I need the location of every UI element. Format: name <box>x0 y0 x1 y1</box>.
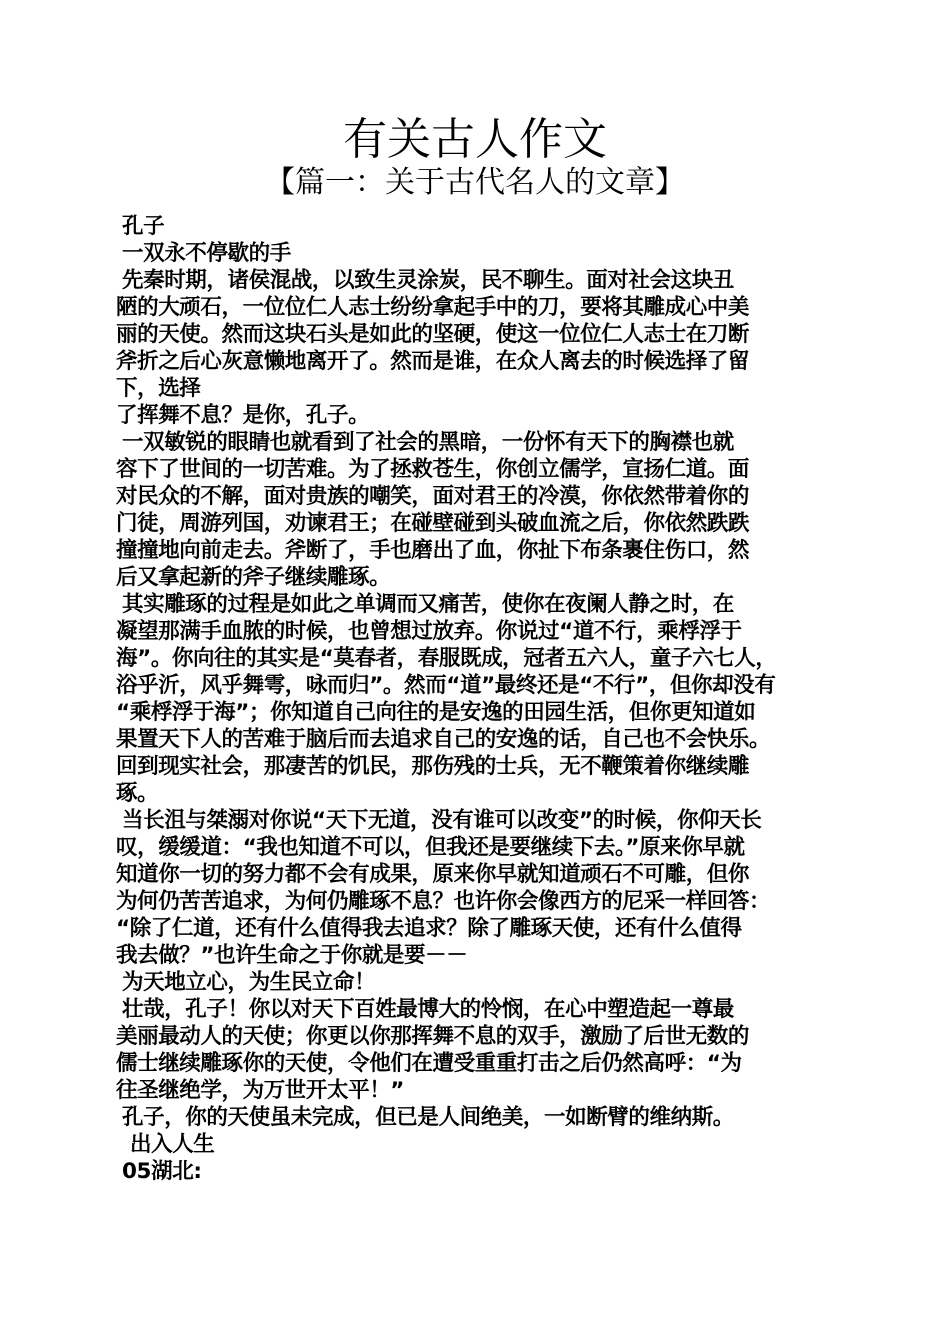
body-line: 为何仍苦苦追求，为何仍雕琢不息？也许你会像西方的尼采一样回答： <box>116 889 771 914</box>
body-line: 为天地立心，为生民立命！ <box>122 970 376 995</box>
document-subtitle: 【篇一：关于古代名人的文章】 <box>265 165 685 200</box>
body-line: 撞撞地向前走去。斧断了，手也磨出了血，你扯下布条裹住伤口，然 <box>116 538 750 563</box>
body-line: 一双永不停歇的手 <box>122 241 291 266</box>
body-line: 出入人生 <box>130 1132 215 1157</box>
body-line: 斧折之后心灰意懒地离开了。然而是谁，在众人离去的时候选择了留 <box>116 349 750 374</box>
body-line: 儒士继续雕琢你的天使，令他们在遭受重重打击之后仍然高呼：“为 <box>116 1051 742 1076</box>
document-body <box>116 213 846 1185</box>
document-title: 有关古人作文 <box>343 114 607 165</box>
body-line: 一双敏锐的眼睛也就看到了社会的黑暗，一份怀有天下的胸襟也就 <box>122 430 734 455</box>
body-line: 其实雕琢的过程是如此之单调而又痛苦，使你在夜阑人静之时，在 <box>122 592 734 617</box>
body-line: 知道你一切的努力都不会有成果，原来你早就知道顽石不可雕，但你 <box>116 862 750 887</box>
body-line: 壮哉，孔子！你以对天下百姓最博大的怜悯，在心中塑造起一尊最 <box>122 997 734 1022</box>
body-line: 我去做？”也许生命之于你就是要－－ <box>116 943 468 968</box>
body-line: 果置天下人的苦难于脑后而去追求自己的安逸的话，自己也不会快乐。 <box>116 727 771 752</box>
body-line: 美丽最动人的天使；你更以你那挥舞不息的双手，激励了后世无数的 <box>116 1024 750 1049</box>
body-line: 容下了世间的一切苦难。为了拯救苍生，你创立儒学，宣扬仁道。面 <box>116 457 750 482</box>
body-line: 凝望那满手血脓的时候，也曾想过放弃。你说过“道不行，乘桴浮于 <box>116 619 742 644</box>
body-line: 下，选择 <box>116 376 201 401</box>
body-line: 当长沮与桀溺对你说“天下无道，没有谁可以改变”的时候，你仰天长 <box>122 808 762 833</box>
body-line: 回到现实社会，那凄苦的饥民，那伤残的士兵，无不鞭策着你继续雕 <box>116 754 750 779</box>
body-line: 先秦时期，诸侯混战，以致生灵涂炭，民不聊生。面对社会这块丑 <box>122 268 734 293</box>
body-line: 05湖北: <box>122 1159 202 1184</box>
body-line: 海”。你向往的其实是“莫春者，春服既成，冠者五六人，童子六七人， <box>116 646 777 671</box>
body-line: 陋的大顽石，一位位仁人志士纷纷拿起手中的刀，要将其雕成心中美 <box>116 295 750 320</box>
body-line: 门徒，周游列国，劝谏君王；在碰壁碰到头破血流之后，你依然跌跌 <box>116 511 750 536</box>
body-line: 后又拿起新的斧子继续雕琢。 <box>116 565 391 590</box>
body-line: 孔子，你的天使虽未完成，但已是人间绝美，一如断臂的维纳斯。 <box>122 1105 734 1130</box>
body-line: 丽的天使。然而这块石头是如此的坚硬，使这一位位仁人志士在刀断 <box>116 322 750 347</box>
body-line: 对民众的不解，面对贵族的嘲笑，面对君王的冷漠，你依然带着你的 <box>116 484 750 509</box>
body-line: 了挥舞不息？是你，孔子。 <box>116 403 370 428</box>
body-line: 浴乎沂，风乎舞雩，咏而归”。然而“道”最终还是“不行”，但你却没有 <box>116 673 776 698</box>
body-line: 琢。 <box>116 781 159 806</box>
body-line: “乘桴浮于海”；你知道自己向往的是安逸的田园生活，但你更知道如 <box>116 700 756 725</box>
body-line: 往圣继绝学，为万世开太平！” <box>116 1078 405 1103</box>
body-line: “除了仁道，还有什么值得我去追求？除了雕琢天使，还有什么值得 <box>116 916 742 941</box>
body-line: 孔子 <box>122 214 165 239</box>
body-line: 叹，缓缓道：“我也知道不可以，但我还是要继续下去。”原来你早就 <box>116 835 745 860</box>
